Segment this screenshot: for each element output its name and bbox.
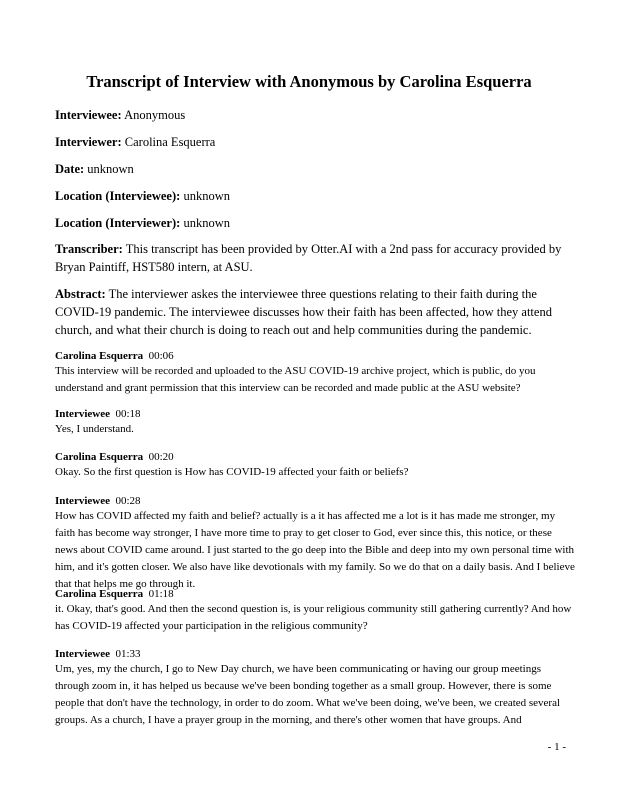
meta-location-interviewee (55, 187, 575, 205)
speaker-header (55, 450, 174, 464)
speech-text: Yes, I understand. (55, 423, 134, 435)
page-number: - 1 - (547, 741, 566, 753)
document-title: Transcript of Interview with Anonymous by Carolina Esquerra (86, 72, 532, 91)
meta-label: Interviewee: (55, 108, 122, 122)
meta-date (55, 160, 575, 178)
meta-label: Location (Interviewee): (55, 189, 181, 203)
meta-label: Interviewer: (55, 135, 122, 149)
meta-abstract (55, 285, 575, 339)
meta-label: Transcriber: (55, 242, 123, 256)
speaker-header (55, 587, 174, 601)
meta-label: Date: (55, 162, 85, 176)
timestamp: 00:06 (148, 350, 174, 362)
speaker-name: Carolina Esquerra (55, 350, 144, 362)
speaker-name: Interviewee (55, 648, 110, 660)
timestamp: 00:18 (115, 408, 141, 420)
timestamp: 00:20 (148, 451, 174, 463)
speaker-name: Carolina Esquerra (55, 588, 144, 600)
speaker-name: Interviewee (55, 495, 110, 507)
speaker-header (55, 407, 141, 421)
meta-label: Abstract: (55, 287, 106, 301)
speaker-name: Interviewee (55, 408, 110, 420)
meta-interviewer (55, 133, 575, 151)
speaker-header (55, 494, 141, 508)
speaker-header (55, 647, 141, 661)
speaker-name: Carolina Esquerra (55, 451, 144, 463)
timestamp: 00:28 (115, 495, 141, 507)
meta-location-interviewer (55, 214, 575, 232)
speech-text: Okay. So the first question is How has COVID-19 affected your faith or beliefs? (55, 466, 409, 478)
speech-text: it. Okay, that's good. And then the second question is, is your religious community still gathering currently? And how has COVID-19 affected your participation in the religious community? (55, 603, 572, 632)
meta-label: Location (Interviewer): (55, 216, 181, 230)
speaker-header (55, 349, 174, 363)
speech-text: Um, yes, my the church, I go to New Day church, we have been communicating or having our group meetings through zoom in, it has helped us because we've been bonding together as a small group. However, there is some people that don't have the technology, in order to do zoom. What we've been doing, we've been, we created several groups. As a church, I have a prayer group in the morning, and there's other women that have groups. And (55, 663, 561, 726)
meta-value: unknown (183, 216, 230, 230)
timestamp: 01:18 (148, 588, 174, 600)
meta-value: The interviewer askes the interviewee three questions relating to their faith during the COVID-19 pandemic. The interviewee discusses how their faith has been affected, how they attend church, and what their church is doing to reach out and help communities during the pandemic. (55, 287, 552, 337)
speech-text: How has COVID affected my faith and belief? actually is a it has affected me a lot is it has made me stronger, my faith has become way stronger, I have more time to pray to get closer to God, ever since this, this notice, or these news about COVID came around. I just started to the go deep into the Bible and deep into my own personal time with him, and it's gotten closer. We also have like devotionals with my family. So we do that on a daily basis. And I believe that that helps me go through it. (55, 510, 575, 590)
meta-value: Anonymous (124, 108, 186, 122)
meta-value: Carolina Esquerra (124, 135, 216, 149)
meta-interviewee (55, 106, 575, 124)
meta-transcriber (55, 240, 575, 276)
speech-text: This interview will be recorded and uploaded to the ASU COVID-19 archive project, which is public, do you understand and grant permission that this interview can be recorded and made public at the ASU website? (55, 365, 536, 394)
meta-value: unknown (87, 162, 134, 176)
meta-value: unknown (183, 189, 230, 203)
timestamp: 01:33 (115, 648, 141, 660)
meta-value: This transcript has been provided by Otter.AI with a 2nd pass for accuracy provided by Bryan Paintiff, HST580 intern, at ASU. (55, 242, 562, 274)
